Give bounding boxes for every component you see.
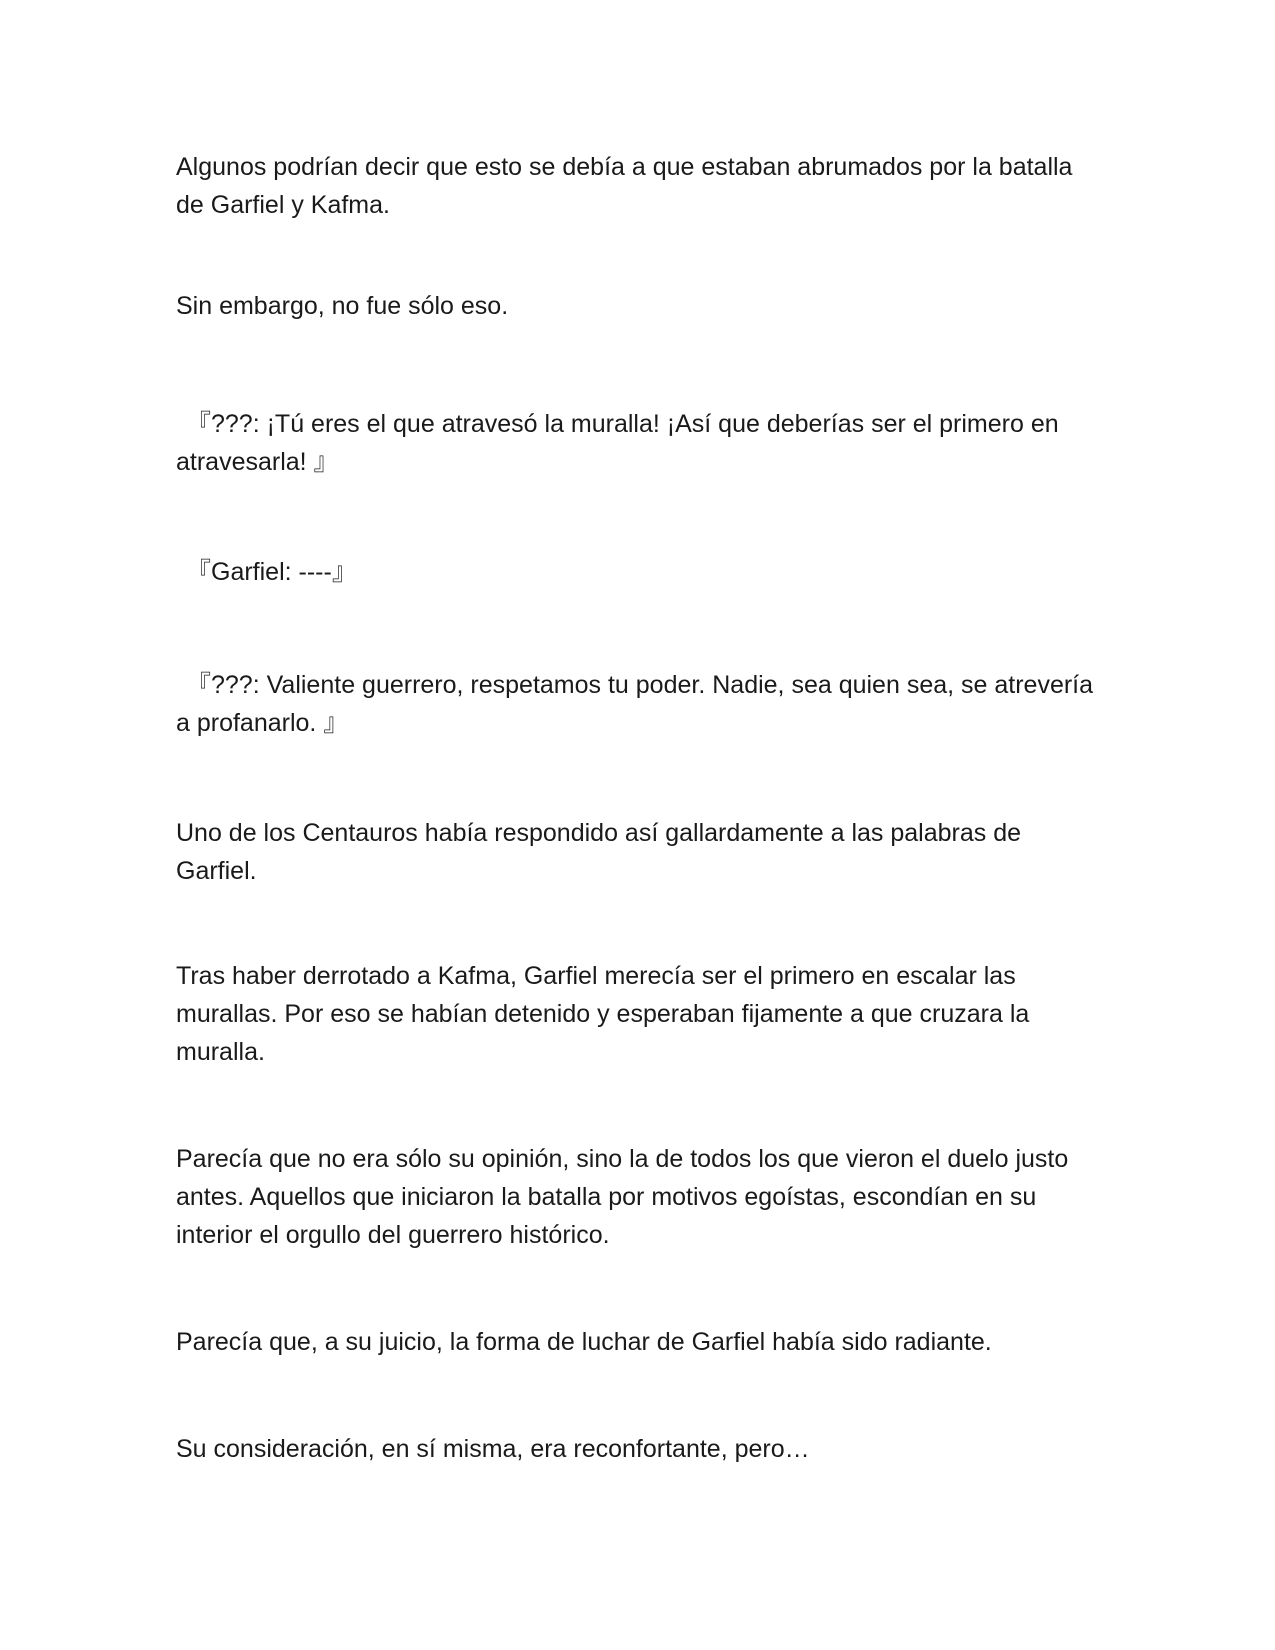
- paragraph-4: Tras haber derrotado a Kafma, Garfiel merecía ser el primero en escalar las murallas. Por eso se habían detenido y esperaban fijamente a que cruzara la muralla.: [176, 962, 1030, 1066]
- dialogue-3: 『???: Valiente guerrero, respetamos tu poder. Nadie, sea quien sea, se atrevería a profanarlo. 』: [176, 671, 1094, 737]
- paragraph-7: Su consideración, en sí misma, era reconfortante, pero…: [176, 1435, 810, 1463]
- dialogue-1: 『???: ¡Tú eres el que atravesó la muralla! ¡Así que deberías ser el primero en atravesarla! 』: [176, 410, 1059, 476]
- paragraph-1: Algunos podrían decir que esto se debía a que estaban abrumados por la batalla de Garfiel y Kafma.: [176, 153, 1073, 219]
- dialogue-2: 『Garfiel: ----』: [186, 558, 357, 586]
- paragraph-2: Sin embargo, no fue sólo eso.: [176, 292, 509, 320]
- paragraph-6: Parecía que, a su juicio, la forma de luchar de Garfiel había sido radiante.: [176, 1328, 992, 1356]
- paragraph-3: Uno de los Centauros había respondido así gallardamente a las palabras de Garfiel.: [176, 819, 1021, 885]
- paragraph-5: Parecía que no era sólo su opinión, sino la de todos los que vieron el duelo justo antes. Aquellos que iniciaron la batalla por motivos egoístas, escondían en su interior el orgullo del guerrero histórico.: [176, 1145, 1069, 1249]
